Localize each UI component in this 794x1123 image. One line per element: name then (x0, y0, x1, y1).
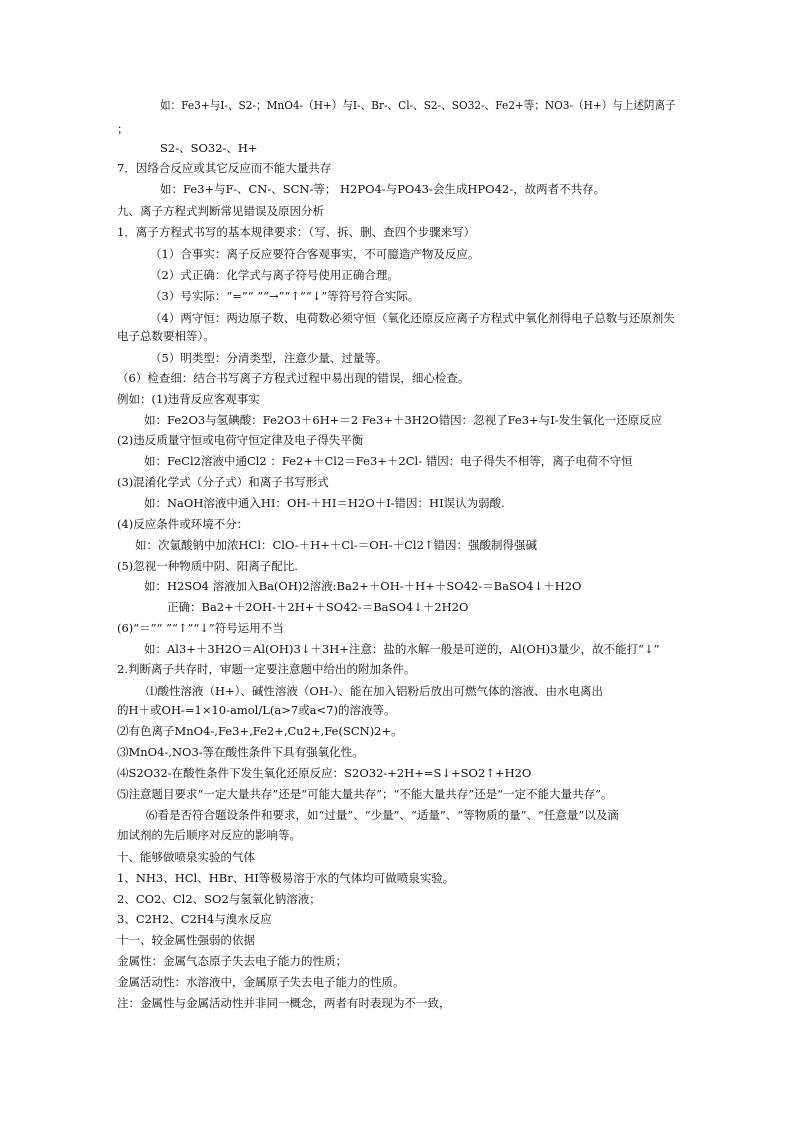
text-line: 金属性：金属气态原子失去电子能力的性质； (117, 954, 347, 968)
text-line: 3、C2H2、C2H4与溴水反应 (117, 912, 272, 926)
text-line: 注：金属性与金属活动性并非同一概念，两者有时表现为不一致， (117, 996, 451, 1010)
text-line: （5）明类型：分清类型，注意少量、过量等。 (150, 351, 388, 365)
text-line: 1、NH3、HCl、HBr、HI等极易溶于水的气体均可做喷泉实验。 (117, 871, 455, 885)
text-line: 2.判断离子共存时，审题一定要注意题中给出的附加条件。 (117, 662, 416, 676)
text-line: 例如：(1)违背反应客观事实 (117, 392, 260, 406)
text-line: 如：Al3+＋3H2O＝Al(OH)3↓＋3H+注意：盐的水解一般是可逆的，Al(OH)3量少，故不能打“↓” (144, 642, 660, 656)
text-line: (6)“＝”“ ”“↑”“↓”符号运用不当 (117, 621, 284, 635)
text-line: (5)忽视一种物质中阴、阳离子配比. (117, 559, 298, 573)
text-line: 金属活动性：水溶液中，金属原子失去电子能力的性质。 (117, 975, 405, 989)
text-line: ； (117, 122, 129, 136)
text-line: 如：NaOH溶液中通入HI：OH-＋HI＝H2O＋I-错因：HI误认为弱酸. (144, 496, 505, 510)
text-line: 的H＋或OH-=1×10-amol/L(a>7或a<7)的溶液等。 (117, 703, 396, 717)
section-heading: 十、能够做喷泉实验的气体 (117, 850, 255, 864)
text-line: 如：Fe2O3与氢碘酸：Fe2O3＋6H+＝2 Fe3+＋3H2O错因：忽视了Fe3+与I-发生氧化一还原反应 (144, 413, 663, 427)
text-line: (2)违反质量守恒或电荷守恒定律及电子得失平衡 (117, 433, 364, 447)
text-line: 电子总数要相等）。 (117, 329, 215, 343)
text-line: ⑹看是否符合题设条件和要求，如“过量”、“少量”、“适量”、“等物质的量”、“任意量”以及滴 (146, 808, 619, 822)
text-line: （4）两守恒：两边原子数、电荷数必须守恒（氧化还原反应离子方程式中氧化剂得电子总数与还原剂失 (150, 311, 675, 325)
text-line: 正确：Ba2+＋2OH-＋2H+＋SO42-＝BaSO4↓＋2H2O (167, 600, 469, 614)
text-line: (3)混淆化学式（分子式）和离子书写形式 (117, 475, 329, 489)
text-line: 1．离子方程式书写的基本规律要求：（写、拆、删、查四个步骤来写） (117, 225, 476, 239)
text-line: ⑷S2O32-在酸性条件下发生氧化还原反应：S2O32-+2H+=S↓+SO2↑+H2O (117, 766, 532, 780)
text-line: 如：FeCl2溶液中通Cl2 ：Fe2+＋Cl2＝Fe3+＋2Cl- 错因：电子得失不相等，离子电荷不守恒 (144, 454, 633, 468)
text-line: 如：Fe3+与I-、S2-；MnO4-（H+）与I-、Br-、Cl-、S2-、SO32-、Fe2+等；NO3-（H+）与上述阴离子 (160, 98, 676, 112)
text-line: ⑵有色离子MnO4-,Fe3+,Fe2+,Cu2+,Fe(SCN)2+。 (117, 724, 403, 738)
text-line: 如：H2SO4 溶液加入Ba(OH)2溶液:Ba2+＋OH-＋H+＋SO42-＝BaSO4↓＋H2O (144, 579, 582, 593)
text-line: 加试剂的先后顺序对反应的影响等。 (117, 828, 301, 842)
text-line: （2）式正确：化学式与离子符号使用正确合理。 (150, 268, 399, 282)
text-line: S2-、SO32-、H+ (160, 141, 258, 155)
text-line: （3）号实际：“=”“ ”“→”“↑”“↓”等符号符合实际。 (150, 289, 420, 303)
section-heading: 十一、较金属性强弱的依据 (117, 933, 255, 947)
text-line: ⑴酸性溶液（H+）、碱性溶液（OH-）、能在加入铝粉后放出可燃气体的溶液、由水电离出 (146, 684, 604, 698)
text-line: 2、CO2、Cl2、SO2与氢氧化钠溶液； (117, 892, 321, 906)
text-line: 如：Fe3+与F-、CN-、SCN-等； H2PO4-与PO43-会生成HPO42-，故两者不共存。 (160, 182, 606, 196)
text-line: 如：次氯酸钠中加浓HCl：ClO-＋H+＋Cl-＝OH-＋Cl2↑错因：强酸制得强碱 (135, 538, 538, 552)
text-line: ⑸注意题目要求“一定大量共存”还是“可能大量共存”；“不能大量共存”还是“一定不能大量共存”。 (117, 787, 613, 801)
text-line: (4)反应条件或环境不分： (117, 517, 249, 531)
section-heading: 7．因络合反应或其它反应而不能大量共存 (117, 161, 332, 175)
text-line: （6）检查细：结合书写离子方程式过程中易出现的错误，细心检查。 (117, 371, 470, 385)
text-line: ⑶MnO4-,NO3-等在酸性条件下具有强氧化性。 (117, 745, 364, 759)
text-line: （1）合事实：离子反应要符合客观事实，不可臆造产物及反应。 (150, 247, 480, 261)
section-heading: 九、离子方程式判断常见错误及原因分析 (117, 204, 324, 218)
